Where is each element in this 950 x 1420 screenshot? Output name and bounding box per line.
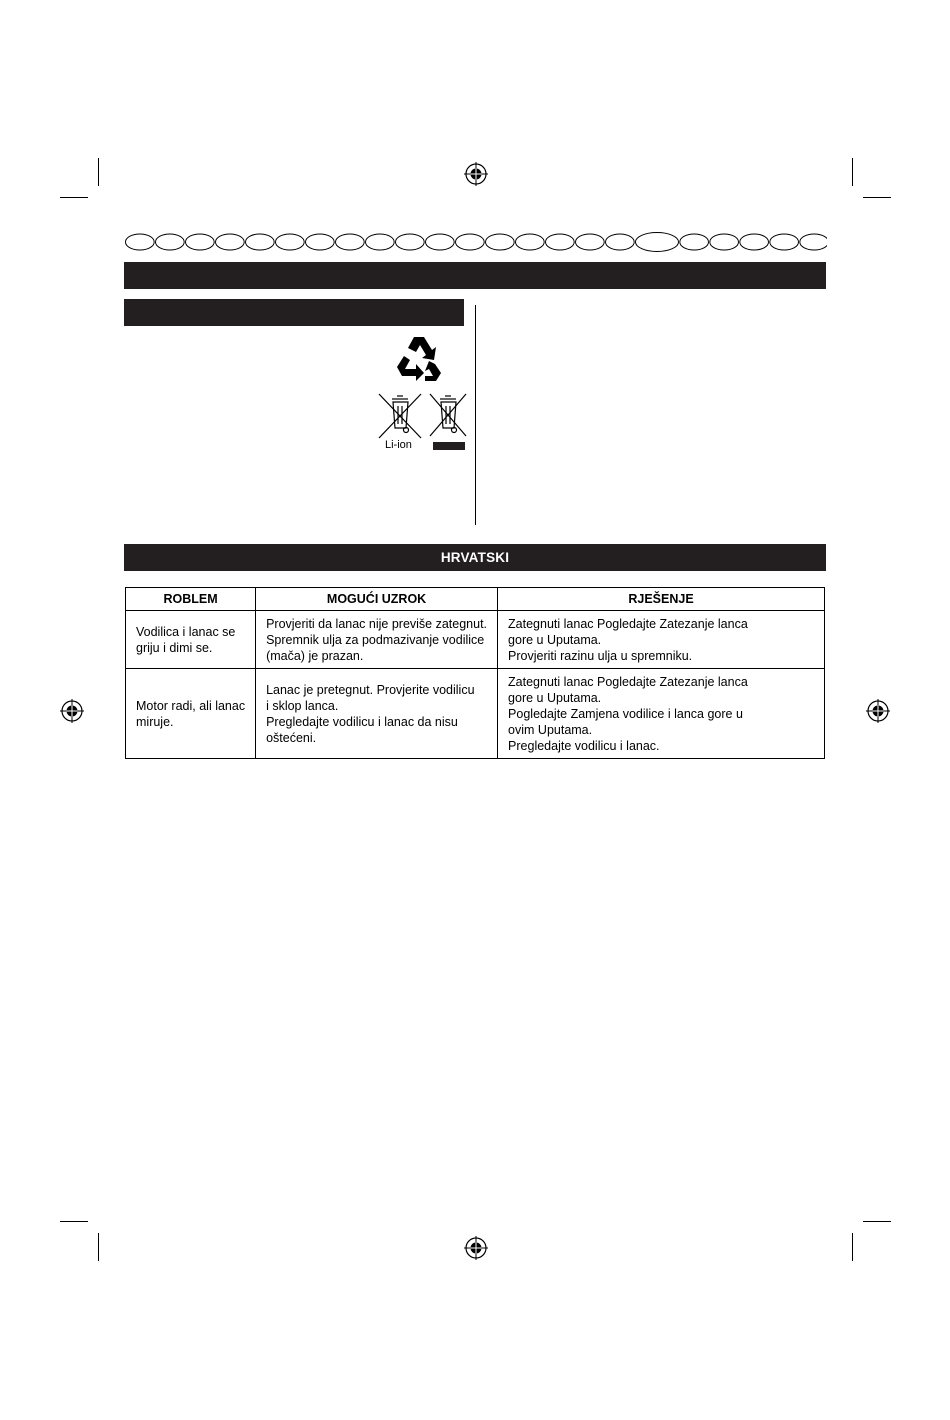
cause-cell — [256, 611, 498, 669]
table-row — [126, 669, 825, 759]
crossed-out-bin-icon — [376, 392, 424, 440]
problem-cell — [126, 669, 256, 759]
language-marker — [336, 234, 365, 250]
language-marker — [306, 234, 335, 250]
solution-text: Zategnuti lanac Pogledajte Zatezanje lanca — [508, 674, 748, 689]
section-title: HRVATSKI — [440, 550, 510, 565]
column-header-solution: RJEŠENJE — [498, 588, 825, 611]
crop-mark — [863, 1221, 891, 1222]
language-marker — [516, 234, 545, 250]
language-marker — [426, 234, 455, 250]
language-marker — [770, 234, 799, 250]
language-marker — [710, 234, 739, 250]
section-subheader-bar — [124, 299, 464, 326]
cause-text: Spremnik ulja za podmazivanje vodilice — [266, 632, 485, 647]
crop-mark — [98, 158, 99, 186]
registration-mark-icon — [866, 699, 890, 723]
solution-text: gore u Uputama. — [508, 632, 602, 647]
problem-text: Vodilica i lanac se — [136, 624, 236, 639]
cause-text: i sklop lanca. — [266, 698, 339, 713]
column-header-cause: MOGUĆI UZROK — [256, 588, 498, 611]
header-bar — [124, 262, 826, 289]
crop-mark — [98, 1233, 99, 1261]
section-title-bar — [124, 544, 826, 571]
language-marker — [546, 234, 575, 250]
solution-text: Pogledajte Zamjena vodilice i lanca gore u — [508, 706, 743, 721]
language-marker — [246, 234, 275, 250]
separate-collection-bar — [433, 442, 465, 450]
cause-text: oštećeni. — [266, 730, 317, 745]
language-marker — [186, 234, 215, 250]
problem-cell — [126, 611, 256, 669]
language-markers — [124, 232, 827, 252]
solution-cell — [498, 669, 825, 759]
registration-mark-icon — [60, 699, 84, 723]
language-marker — [396, 234, 425, 250]
language-marker — [156, 234, 185, 250]
table-header-row — [126, 588, 825, 611]
column-divider — [475, 305, 476, 525]
solution-text: Zategnuti lanac Pogledajte Zatezanje lanca — [508, 616, 748, 631]
crop-mark — [60, 1221, 88, 1222]
solution-text: Provjeriti razinu ulja u spremniku. — [508, 648, 693, 663]
recycling-icon — [394, 334, 444, 382]
problem-text: griju i dimi se. — [136, 640, 213, 655]
language-marker — [740, 234, 769, 250]
troubleshooting-table — [125, 587, 825, 759]
cause-text: Provjeriti da lanac nije previše zategnut. — [266, 616, 488, 631]
solution-text: gore u Uputama. — [508, 690, 602, 705]
language-marker-active — [636, 233, 679, 252]
cause-text: Lanac je pretegnut. Provjerite vodilicu — [266, 682, 475, 697]
table-row — [126, 611, 825, 669]
crop-mark — [863, 197, 891, 198]
language-marker — [276, 234, 305, 250]
cause-text: (mača) je prazan. — [266, 648, 364, 663]
language-marker — [366, 234, 395, 250]
cause-text: Pregledajte vodilicu i lanac da nisu — [266, 714, 458, 729]
problem-text: Motor radi, ali lanac — [136, 698, 246, 713]
cause-cell — [256, 669, 498, 759]
crop-mark — [60, 197, 88, 198]
language-marker — [576, 234, 605, 250]
language-marker — [126, 234, 155, 250]
crossed-out-bin-icon — [428, 392, 468, 440]
solution-text: Pregledajte vodilicu i lanac. — [508, 738, 660, 753]
language-marker — [456, 234, 485, 250]
problem-text: miruje. — [136, 714, 174, 729]
registration-mark-icon — [464, 162, 488, 186]
registration-mark-icon — [464, 1236, 488, 1260]
solution-cell — [498, 611, 825, 669]
crop-mark — [852, 158, 853, 186]
column-header-problem: ROBLEM — [126, 588, 256, 611]
solution-text: ovim Uputama. — [508, 722, 593, 737]
language-marker — [486, 234, 515, 250]
language-marker — [800, 234, 827, 250]
language-marker — [216, 234, 245, 250]
li-ion-label: Li-ion — [385, 439, 412, 451]
crop-mark — [852, 1233, 853, 1261]
language-marker — [680, 234, 709, 250]
language-marker — [606, 234, 635, 250]
